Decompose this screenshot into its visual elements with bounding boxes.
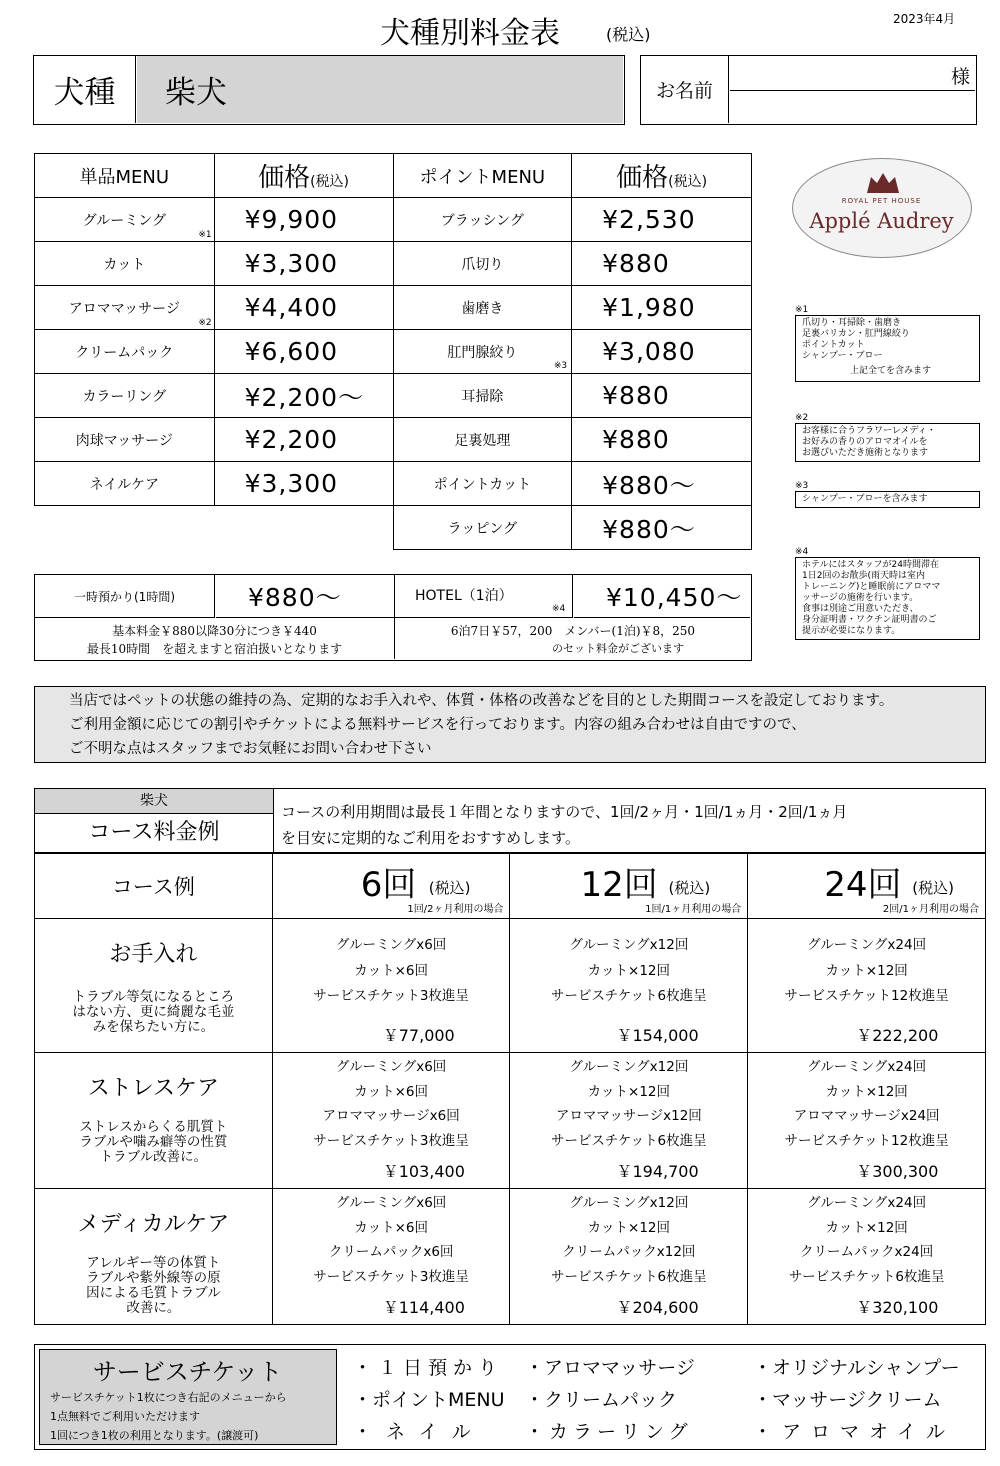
- course-desc-2: を目安に定期的なご利用をおすすめします。: [281, 829, 580, 847]
- point-menu-price: ¥1,980: [572, 286, 752, 330]
- logo-name: Applé Audrey: [809, 209, 954, 233]
- info-line-2: ご利用金額に応じての割引やチケットによる無料サービスを行っております。内容の組み合わせは自由ですので、: [69, 717, 806, 733]
- single-menu-header: 単品MENU: [35, 154, 215, 198]
- course-cell: グルーミングx12回 カット×12回 アロママッサージx12回 サービスチケット6枚進呈 ￥194,700: [510, 1053, 748, 1189]
- point-menu-item: ブラッシング: [393, 198, 572, 242]
- course-price: ￥114,400: [382, 1298, 465, 1317]
- point-menu-price: ¥3,080: [572, 330, 752, 374]
- course-desc-1: コースの利用期間は最長１年間となりますので、1回/2ヶ月・1回/1ヵ月・2回/1ヵ月: [281, 803, 848, 821]
- ticket-item: ・アロママッサージ: [525, 1357, 695, 1379]
- point-menu-price: ¥2,530: [572, 198, 752, 242]
- course-price: ￥320,100: [856, 1298, 939, 1317]
- course-price: ￥300,300: [856, 1162, 939, 1181]
- ticket-line-3: 1回につき1枚の利用となります。(譲渡可): [50, 1429, 259, 1442]
- point-menu-item: 歯磨き: [393, 286, 572, 330]
- course-cell: グルーミングx6回 カット×6回 クリームパックx6回 サービスチケット3枚進呈 ￥114,400: [272, 1189, 510, 1325]
- daycare-label: 一時預かり(1時間): [35, 575, 215, 618]
- shop-logo: [792, 158, 972, 258]
- course-price: ￥194,700: [616, 1162, 699, 1181]
- course-cell: グルーミングx6回 カット×6回 アロママッサージx6回 サービスチケット3枚進呈 ￥103,400: [272, 1053, 510, 1189]
- course-cell: グルーミングx24回 カット×12回 サービスチケット12枚進呈 ￥222,200: [748, 919, 986, 1053]
- course-price: ￥77,000: [382, 1026, 455, 1045]
- single-menu-price: ¥2,200〜: [214, 374, 393, 418]
- course-row-label: ストレスケア ストレスからくる肌質ト ラブルや噛み癖等の性質 トラブル改善に。: [35, 1053, 273, 1189]
- course-row-label: メディカルケア アレルギー等の体質ト ラブルや紫外線等の原 因による毛質トラブル 改善に。: [35, 1189, 273, 1325]
- ticket-item: ・１日預かり: [353, 1357, 504, 1379]
- crest-icon: [863, 169, 903, 195]
- single-menu-item: グルーミング ※1: [35, 198, 215, 242]
- plan-12: 12回 (税込) 1回/1ヶ月利用の場合: [510, 853, 748, 919]
- name-suffix: 様: [951, 66, 971, 88]
- ticket-item: ・オリジナルシャンプー: [753, 1357, 960, 1379]
- point-menu-item: 耳掃除: [393, 374, 572, 418]
- ticket-items: [353, 1353, 983, 1447]
- single-price-header: 価格(税込): [214, 154, 393, 198]
- course-cell: グルーミングx12回 カット×12回 クリームパックx12回 サービスチケット6枚進呈 ￥204,600: [510, 1189, 748, 1325]
- course-cell: グルーミングx12回 カット×12回 サービスチケット6枚進呈 ￥154,000: [510, 919, 748, 1053]
- point-menu-price: ¥880〜: [572, 506, 752, 550]
- point-menu-item: 爪切り: [393, 242, 572, 286]
- course-price: ￥154,000: [616, 1026, 699, 1045]
- breed-box: [33, 55, 625, 125]
- single-menu-item: 肉球マッサージ: [35, 418, 215, 462]
- plan-24: 24回 (税込) 2回/1ヶ月利用の場合: [748, 853, 986, 919]
- point-menu-price: ¥880〜: [572, 462, 752, 506]
- single-menu-price: ¥3,300: [214, 242, 393, 286]
- point-menu-price: ¥880: [572, 242, 752, 286]
- daycare-note-1: 基本料金￥880以降30分につき￥440: [112, 624, 317, 638]
- menu-table: [34, 153, 752, 550]
- ticket-line-2: 1点無料でご利用いただけます: [50, 1410, 200, 1423]
- breed-value: 柴犬: [137, 56, 623, 123]
- daycare-note-2: 最長10時間 を超えますと宿泊扱いとなります: [86, 642, 343, 656]
- info-line-1: 当店ではペットの状態の維持の為、定期的なお手入れや、体質・体格の改善などを目的とした期間コースを設定しております。: [69, 693, 894, 709]
- single-menu-item: アロママッサージ ※2: [35, 286, 215, 330]
- point-menu-price: ¥880: [572, 418, 752, 462]
- ticket-info: [39, 1349, 337, 1445]
- ticket-title: サービスチケット: [92, 1358, 283, 1386]
- ticket-item: ・カラーリング: [525, 1421, 693, 1443]
- page-title: 犬種別料金表: [380, 16, 560, 51]
- point-menu-price: ¥880: [572, 374, 752, 418]
- daycare-price: ¥880〜: [216, 575, 394, 618]
- hotel-label: HOTEL（1泊）: [415, 588, 513, 604]
- single-menu-price: ¥6,600: [214, 330, 393, 374]
- ticket-item: ・アロマオイル: [753, 1421, 956, 1443]
- course-row-label: お手入れ トラブル等気になるところ はない方、更に綺麗な毛並 みを保ちたい方に。: [35, 919, 273, 1053]
- single-menu-price: ¥2,200: [214, 418, 393, 462]
- point-price-header: 価格(税込): [572, 154, 752, 198]
- breed-label: 犬種: [34, 56, 136, 123]
- note: ※1 爪切り・耳掃除・歯磨き 足裏バリカン・肛門線絞り ポイントカット シャンプー・ブロー 上記全てを含みます: [795, 305, 980, 382]
- course-breed: 柴犬: [35, 789, 273, 814]
- hotel-mark: ※4: [552, 604, 566, 614]
- hotel-note-1: 6泊7日￥57，200 メンバー(1泊)￥8，250: [450, 624, 696, 638]
- hotel-label-cell: [394, 575, 573, 618]
- info-box: [34, 686, 986, 763]
- date: 2023年4月: [893, 12, 956, 26]
- name-box[interactable]: [640, 55, 977, 125]
- ticket-item: ・ネイル: [353, 1421, 485, 1443]
- single-menu-item: ネイルケア: [35, 462, 215, 506]
- title-tax: (税込): [606, 25, 651, 44]
- single-menu-price: ¥4,400: [214, 286, 393, 330]
- course-cell: グルーミングx6回 カット×6回 サービスチケット3枚進呈 ￥77,000: [272, 919, 510, 1053]
- point-menu-item: ポイントカット: [393, 462, 572, 506]
- course-cell: グルーミングx24回 カット×12回 クリームパックx24回 サービスチケット6枚進呈 ￥320,100: [748, 1189, 986, 1325]
- course-price: ￥204,600: [616, 1298, 699, 1317]
- logo-top-text: ROYAL PET HOUSE: [841, 197, 922, 205]
- hotel-note-2: のセット料金がございます: [552, 642, 684, 655]
- single-menu-item: カット: [35, 242, 215, 286]
- single-menu-item: クリームパック: [35, 330, 215, 374]
- info-line-3: ご不明な点はスタッフまでお気軽にお問い合わせ下さい: [69, 741, 432, 757]
- course-example-label: コース例: [35, 853, 273, 919]
- ticket-item: ・マッサージクリーム: [753, 1389, 942, 1411]
- course-price: ￥103,400: [382, 1162, 465, 1181]
- course-table: [34, 852, 986, 1325]
- note: ※3 シャンプー・ブローを含みます: [795, 481, 980, 508]
- name-line: [730, 90, 975, 91]
- ticket-item: ・クリームパック: [525, 1389, 678, 1411]
- course-cell: グルーミングx24回 カット×12回 アロママッサージx24回 サービスチケット12枚進呈 ￥300,300: [748, 1053, 986, 1189]
- note: ※4 ホテルにはスタッフが24時間滞在 1日2回のお散歩(雨天時は室内 トレーニング)と睡眠前にアロママ ッサージの施術を行います。 食事は別途ご用意いただき、 身分証明書・ワクチン証明書のご 提示が必要になります。: [795, 547, 980, 640]
- course-price: ￥222,200: [856, 1026, 939, 1045]
- ticket-line-1: サービスチケット1枚につき右記のメニューから: [50, 1391, 287, 1404]
- name-label: お名前: [641, 56, 729, 123]
- note: ※2 お客様に合うフラワーレメディ・ お好みの香りのアロマオイルを お選びいただき施術となります: [795, 413, 980, 462]
- point-menu-item: 肛門腺絞り ※3: [393, 330, 572, 374]
- plan-6: 6回 (税込) 1回/2ヶ月利用の場合: [272, 853, 510, 919]
- point-menu-header: ポイントMENU: [393, 154, 572, 198]
- single-menu-price: ¥9,900: [214, 198, 393, 242]
- hotel-price: ¥10,450〜: [574, 575, 750, 618]
- single-menu-price: ¥3,300: [214, 462, 393, 506]
- course-title: コース料金例: [88, 820, 220, 845]
- ticket-item: ・ポイントMENU: [353, 1389, 505, 1411]
- ticket-box: [34, 1344, 986, 1450]
- point-menu-item: ラッピング: [393, 506, 572, 550]
- stay-box: [34, 574, 752, 661]
- point-menu-item: 足裏処理: [393, 418, 572, 462]
- single-menu-item: カラーリング: [35, 374, 215, 418]
- course-header: [34, 788, 986, 854]
